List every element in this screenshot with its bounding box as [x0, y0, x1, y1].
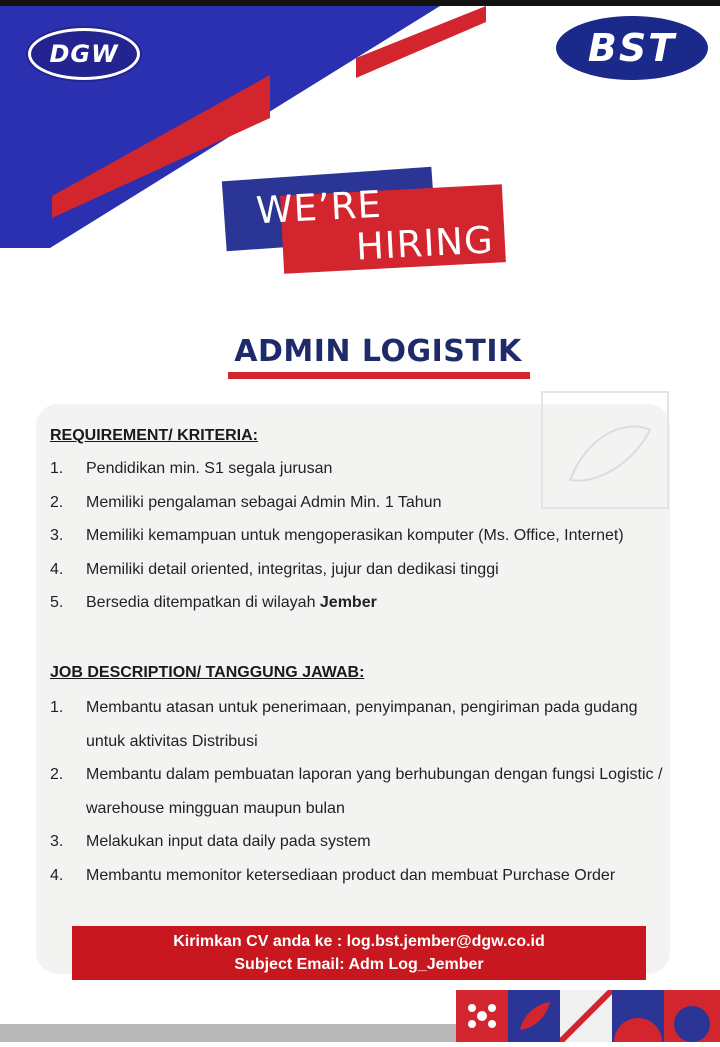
item-text: Memiliki pengalaman sebagai Admin Min. 1 Tahun	[86, 493, 442, 511]
hiring-line-1: WE’RE	[254, 182, 383, 233]
leaf-icon	[508, 990, 560, 1042]
item-text: Membantu dalam pembuatan laporan yang berhubungan dengan fungsi Logistic / warehouse mingguan maupun bulan	[86, 766, 663, 817]
job-description-heading: JOB DESCRIPTION/ TANGGUNG JAWAB:	[50, 664, 365, 681]
item-number: 3.	[50, 527, 64, 544]
requirements-heading: REQUIREMENT/ KRITERIA:	[50, 427, 258, 444]
item-text: Memiliki detail oriented, integritas, jujur dan dedikasi tinggi	[86, 560, 499, 578]
item-number: 4.	[50, 560, 64, 578]
title-underline	[228, 372, 530, 379]
list-item	[50, 519, 650, 553]
item-text: Membantu memonitor ketersediaan product dan membuat Purchase Order	[86, 866, 616, 884]
bst-logo: BST	[556, 16, 708, 80]
hiring-line-2: HIRING	[354, 218, 495, 269]
item-number: 2.	[50, 766, 64, 783]
list-item	[50, 758, 666, 825]
list-item	[50, 691, 666, 758]
item-text: Membantu atasan untuk penerimaan, penyimpanan, pengiriman pada gudang untuk aktivitas Distribusi	[86, 699, 638, 750]
apply-email-line: Kirimkan CV anda ke : log.bst.jember@dgw.co.id	[173, 933, 545, 950]
item-number: 5.	[50, 594, 64, 611]
position-title: ADMIN LOGISTIK	[234, 334, 522, 369]
item-number: 2.	[50, 493, 64, 511]
item-text: Pendidikan min. S1 segala jurusan	[86, 460, 333, 477]
job-description-list	[50, 691, 666, 892]
item-number: 4.	[50, 866, 64, 884]
apply-subject-line: Subject Email: Adm Log_Jember	[234, 956, 484, 973]
dgw-logo: DGW	[28, 28, 140, 80]
dots-icon	[456, 990, 508, 1042]
half-circle-icon	[612, 990, 664, 1042]
item-number: 1.	[50, 460, 64, 477]
item-number: 1.	[50, 699, 64, 716]
item-number: 3.	[50, 833, 64, 850]
list-item	[50, 452, 650, 486]
list-item	[50, 825, 666, 859]
item-text: Memiliki kemampuan untuk mengoperasikan komputer (Ms. Office, Internet)	[86, 527, 624, 544]
item-text: Melakukan input data daily pada system	[86, 833, 371, 850]
list-item	[50, 859, 666, 893]
list-item	[50, 586, 650, 620]
location-emphasis: Jember	[319, 594, 377, 611]
requirements-list	[50, 452, 650, 620]
list-item	[50, 486, 650, 520]
apply-banner	[72, 926, 646, 980]
item-text: Bersedia ditempatkan di wilayah	[86, 594, 320, 611]
pattern-tile	[560, 990, 612, 1042]
list-item	[50, 553, 650, 587]
circle-tile	[664, 990, 720, 1042]
